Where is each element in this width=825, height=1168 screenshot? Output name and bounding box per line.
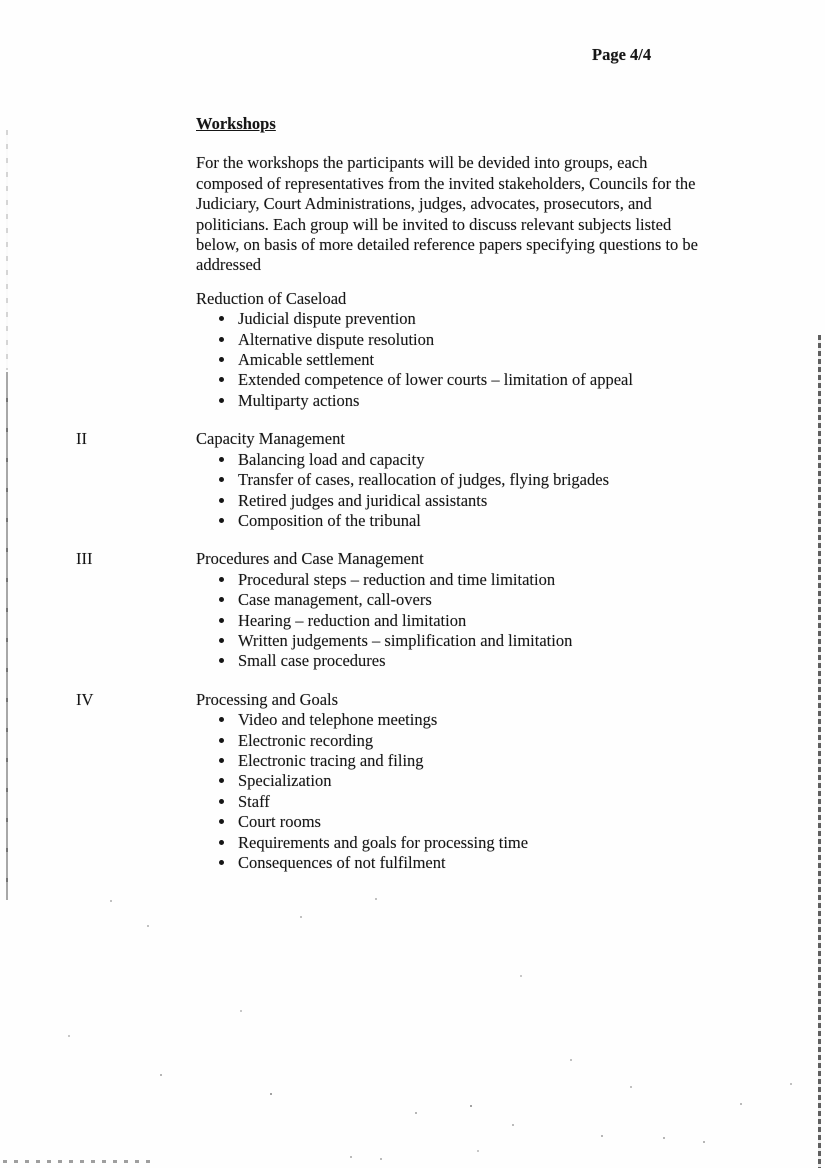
bullet-item: • Judicial dispute prevention [236,309,712,329]
section-numeral: III [76,549,93,569]
bullet-item: • Staff [236,792,712,812]
section-numeral: II [76,429,87,449]
bullet-item: • Transfer of cases, reallocation of judges, flying brigades [236,470,712,490]
bullet-item: • Electronic recording [236,731,712,751]
scan-artifact-left-edge-faint [6,130,8,370]
bullet-item: • Requirements and goals for processing time [236,833,712,853]
section-bullet-list [196,710,712,873]
bullet-item: • Amicable settlement [236,350,712,370]
section-bullet-list [196,450,712,532]
page-title: Workshops [196,114,276,133]
section-1 [196,289,712,411]
bullet-item: • Retired judges and juridical assistants [236,491,712,511]
page-number-label: Page 4/4 [592,45,652,64]
bullet-item: • Extended competence of lower courts – limitation of appeal [236,370,712,390]
sections-container [76,288,712,874]
section-2 [76,429,712,531]
bullet-item: • Multiparty actions [236,391,712,411]
bullet-item: • Specialization [236,771,712,791]
scan-artifact-right-edge-line [818,335,821,1168]
section-title: Capacity Management [196,429,345,449]
section-title: Reduction of Caseload [196,288,347,308]
intro-paragraph: For the workshops the participants will be devided into groups, each composed of representatives from the invited stakeholders, Councils for the Judiciary, Court Administrations, judges, advocates, prosecutors, and politicians. Each group will be invited to discuss relevant subjects listed below, on basis of more detailed reference papers specifying questions to be addressed [196,153,699,275]
bullet-item: • Small case procedures [236,651,712,671]
section-title: Processing and Goals [196,689,339,709]
bullet-item: • Balancing load and capacity [236,450,712,470]
scan-artifact-left-edge-line [6,372,8,900]
bullet-item: • Consequences of not fulfilment [236,853,712,873]
bullet-item: • Hearing – reduction and limitation [236,611,712,631]
bullet-item: • Court rooms [236,812,712,832]
bullet-item: • Video and telephone meetings [236,710,712,730]
section-4 [76,689,712,874]
bullet-item: • Procedural steps – reduction and time limitation [236,570,712,590]
section-bullet-list [196,570,712,672]
section-bullet-list [196,309,712,411]
bullet-item: • Composition of the tribunal [236,511,712,531]
scan-artifact-bottom-dashes [3,1160,151,1163]
bullet-item: • Alternative dispute resolution [236,330,712,350]
scan-artifact-specks [0,0,2,2]
bullet-item: • Case management, call-overs [236,590,712,610]
section-title: Procedures and Case Management [196,549,424,569]
section-numeral: IV [76,689,94,709]
section-3 [76,549,712,671]
bullet-item: • Written judgements – simplification and limitation [236,631,712,651]
document-body [76,114,712,873]
bullet-item: • Electronic tracing and filing [236,751,712,771]
